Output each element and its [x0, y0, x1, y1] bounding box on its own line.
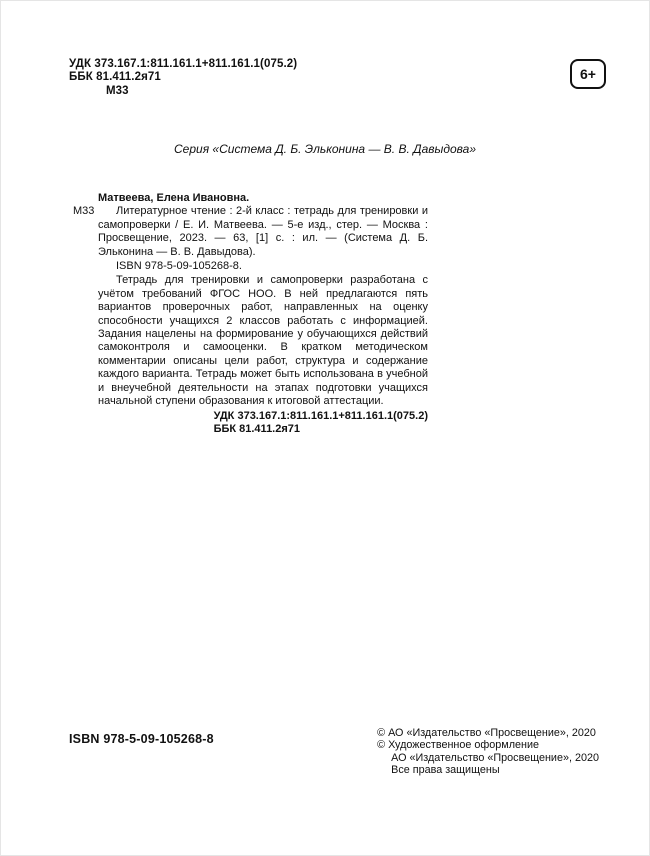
copyright-line: © АО «Издательство «Просвещение», 2020 — [377, 727, 596, 739]
author-sign-top: М33 — [106, 84, 129, 97]
classification-codes — [69, 58, 297, 98]
copyright-line: АО «Издательство «Просвещение», 2020 — [391, 751, 599, 764]
udk-code-top: УДК 373.167.1:811.161.1+811.161.1(075.2) — [69, 58, 298, 70]
series-line: Серия «Система Д. Б. Эльконина — В. В. Давыдова» — [174, 142, 476, 156]
copyright-line: © Художественное оформление — [377, 739, 540, 752]
bibliographic-entry — [73, 192, 428, 436]
author-sign-entry: М33 — [73, 205, 95, 218]
udk-code-bottom: УДК 373.167.1:811.161.1+811.161.1(075.2) — [213, 409, 428, 422]
annotation-text: Тетрадь для тренировки и самопроверки разработана с учётом требований ФГОС НОО. В ней предлагаются пять вариантов проверочных работ, направленных на оценку способности учащихся 2 классов работать с информацией. Задания нацелены на формирование у обучающихся действий самоконтроля и самооценки. В кратком методическом комментарии описаны цели работ, структура и содержание каждого варианта. Тетрадь может быть использована в учебной и внеучебной деятельности на этапах подготовки учащихся начальной ступени образования к итоговой аттестации. — [98, 274, 428, 408]
author-heading: Матвеева, Елена Ивановна. — [98, 192, 250, 204]
bibliographic-description: Литературное чтение : 2-й класс : тетрадь для тренировки и самопроверки / Е. И. Матвеева. — 5-е изд., стер. — Москва : Просвещение, 2023. — 63, [1] с. : ил. — (Система Д. Б. Эльконина — В. В. Давыдова). — [98, 205, 428, 258]
isbn-line: ISBN 978-5-09-105268-8. — [116, 260, 242, 273]
bbk-code-bottom: ББК 81.411.2я71 — [213, 422, 301, 435]
classification-codes-bottom — [98, 410, 428, 437]
copyright-line: Все права защищены — [391, 764, 500, 777]
age-rating-badge: 6+ — [570, 59, 606, 89]
entry-description-wrap — [73, 205, 428, 259]
bbk-code-top: ББК 81.411.2я71 — [69, 71, 161, 84]
footer — [69, 727, 599, 777]
copyright-block — [377, 727, 599, 777]
footer-isbn: ISBN 978-5-09-105268-8 — [69, 732, 214, 746]
